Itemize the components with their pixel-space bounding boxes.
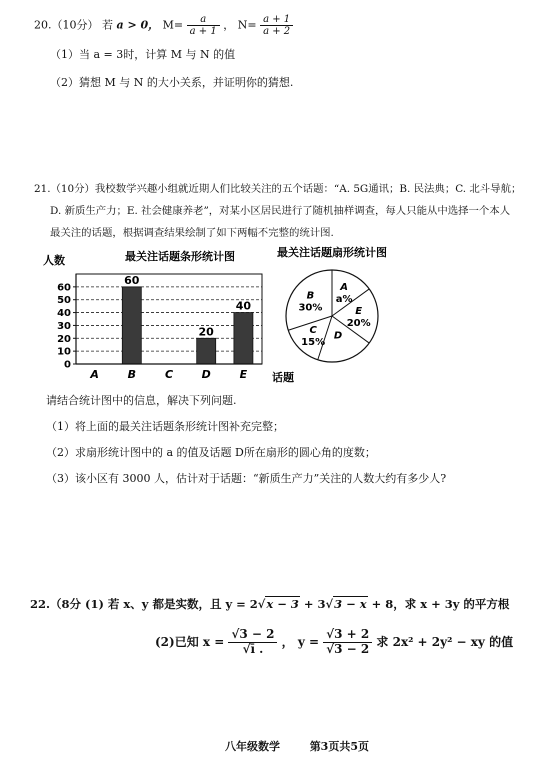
bar-y-tick-label: 0 (64, 359, 71, 371)
q20-M-denominator: a + 1 (189, 26, 217, 37)
bar-y-tick-label: 50 (57, 295, 71, 307)
pie-value-E: 20% (346, 318, 371, 329)
pie-label-E: E (355, 306, 363, 317)
q21-stem-line2: D. 新质生产力；E. 社会健康养老”，对某小区居民进行了随机抽样调查，每人只能从中选择一个本人 (50, 205, 511, 217)
q20-separator: ， (223, 18, 235, 32)
q22-part2-label: (2)已知 x = (155, 634, 225, 649)
q20-header: 20.（10分） 若 (34, 18, 113, 32)
bar-y-tick-label: 20 (57, 333, 71, 345)
bar-B (122, 287, 141, 364)
q22-sqrt1: x − 3 (266, 597, 299, 611)
q22-part2-end: 求 2x² + 2y² − xy 的值 (376, 634, 514, 649)
pie-label-B: B (306, 290, 315, 302)
pie-value-C: 15% (301, 336, 326, 348)
bar-x-tick-label-A: A (90, 368, 99, 381)
bar-y-tick-label: 60 (57, 282, 71, 294)
q20-M-label: M= (162, 18, 184, 32)
q21-instruction: 请结合统计图中的信息，解决下列问题. (46, 394, 237, 407)
pie-label-A: A (340, 282, 348, 294)
q22-x-numerator: √3 − 2 (228, 628, 277, 643)
q22-y-denominator: √3 − 2 (326, 641, 370, 656)
q22-part1-text-b: + 3 (299, 597, 326, 611)
q20-part2: （2）猜想 M 与 N 的大小关系，并证明你的猜想. (50, 76, 294, 89)
pie-label-C: C (309, 324, 317, 336)
q20-N-denominator: a + 2 (263, 26, 291, 37)
q22-y-fraction (323, 628, 372, 657)
pie-chart (262, 242, 402, 372)
bar-E (234, 313, 253, 364)
q22-part1-text-a: 22.（8分 (1) 若 x、y 都是实数，且 y = 2 (30, 597, 258, 611)
footer-page-number: 第3页共5页 (309, 740, 369, 753)
q20-part1: （1）当 a = 3时，计算 M 与 N 的值 (50, 48, 236, 61)
bar-chart-x-axis-label: 话题 (272, 371, 294, 384)
q22-part1-text-c: + 8，求 x + 3y 的平方根 (367, 597, 510, 611)
bar-chart-y-axis-label: 人数 (43, 254, 65, 267)
pie-value-B: 30% (298, 302, 323, 314)
q21-part2: （2）求扇形统计图中的 a 的值及话题 D所在扇形的圆心角的度数； (46, 446, 376, 459)
q21-part1: （1）将上面的最关注话题条形统计图补充完整； (46, 420, 284, 433)
pie-value-A: a% (335, 294, 353, 306)
footer (225, 738, 369, 754)
bar-x-tick-label-C: C (164, 368, 174, 381)
pie-chart-title: 最关注话题扇形统计图 (277, 246, 387, 259)
q22-y-numerator: √3 + 2 (323, 628, 372, 643)
pie-label-D: D (333, 330, 343, 342)
q22-part2-mid: ， y = (281, 634, 320, 649)
q20-N-numerator: a + 1 (260, 14, 293, 26)
bar-chart-title: 最关注话题条形统计图 (125, 250, 235, 263)
bar-D (197, 338, 216, 364)
bar-data-label-B: 60 (124, 273, 140, 287)
q21-stem-line1: 21.（10分）我校数学兴趣小组就近期人们比较关注的五个话题：“A. 5G通讯；B. 民法典；C. 北斗导航； (34, 183, 522, 195)
bar-x-tick-label-B: B (127, 368, 136, 381)
q20-M-numerator: a (187, 14, 220, 26)
bar-x-tick-label-D: D (201, 368, 211, 381)
bar-y-tick-label: 30 (57, 320, 71, 332)
bar-y-tick-label: 10 (57, 346, 71, 358)
bar-y-tick-label: 40 (57, 308, 71, 320)
q20-N-label: N= (237, 18, 257, 32)
q20-condition: a > 0， (116, 18, 160, 32)
bar-data-label-D: 20 (198, 325, 214, 339)
q20-M-fraction (187, 14, 220, 37)
bar-x-tick-label-E: E (239, 368, 248, 381)
q20-stem (34, 14, 293, 37)
q21-part3: （3）该小区有 3000 人，估计对于话题：“新质生产力”关注的人数大约有多少人? (46, 472, 447, 485)
q22-part2 (155, 628, 513, 657)
bar-data-label-E: 40 (235, 299, 252, 313)
q21-stem-line3: 最关注的话题，根据调查结果绘制了如下两幅不完整的统计图. (50, 227, 334, 239)
q22-sqrt2: 3 − x (334, 597, 367, 611)
q22-part1: 22.（8分 (1) 若 x、y 都是实数，且 y = 2√x − 3 + 3√3 − x + 8，求 x + 3y 的平方根 (30, 597, 510, 611)
q20-N-fraction (260, 14, 293, 37)
q22-x-denominator: √ī . (242, 641, 264, 656)
footer-subject: 八年级数学 (225, 740, 280, 753)
q22-x-fraction (228, 628, 277, 657)
